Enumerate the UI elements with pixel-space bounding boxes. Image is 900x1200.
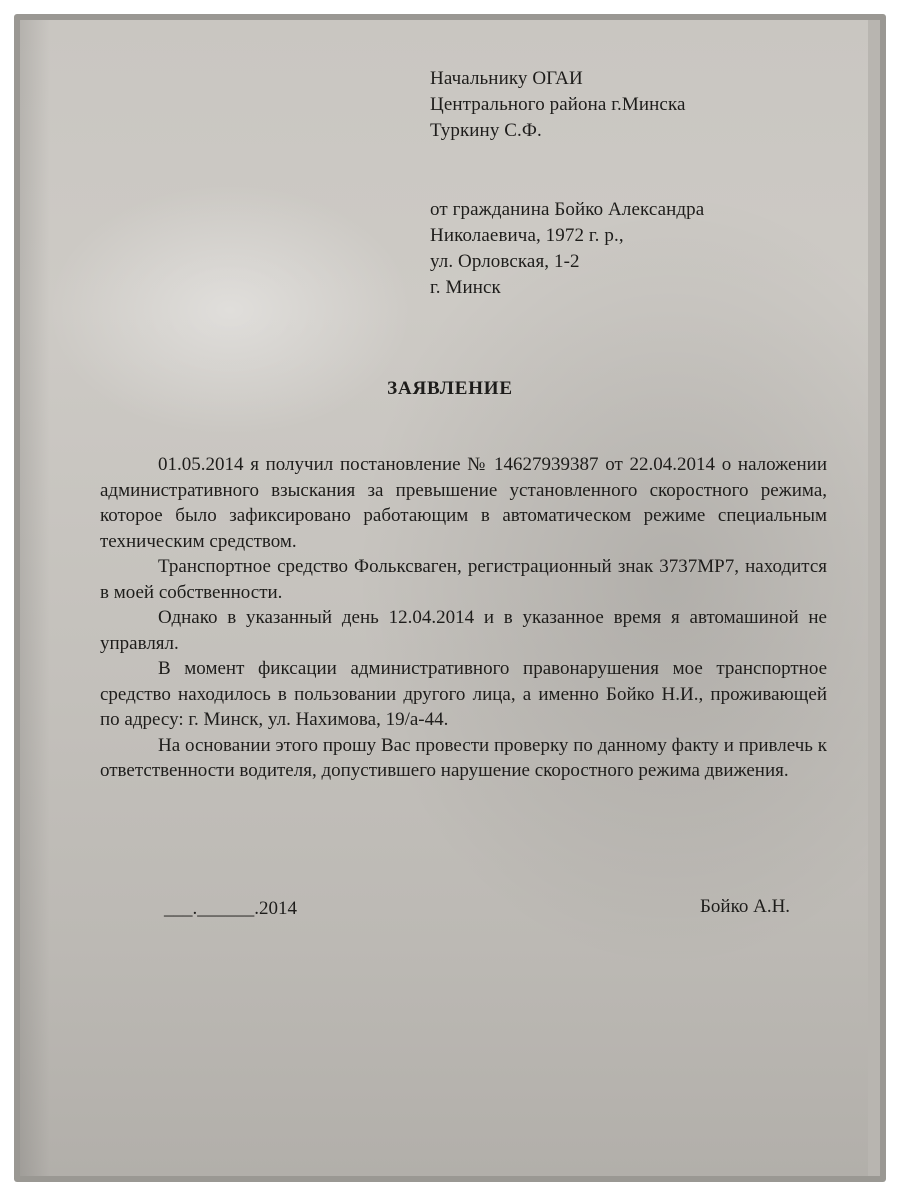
sender-line: Николаевича, 1972 г. р., <box>430 225 624 246</box>
addressee-line: Центрального района г.Минска <box>430 94 686 115</box>
shadow-overlay <box>20 20 50 1176</box>
sender-line: от гражданина Бойко Александра <box>430 199 705 220</box>
addressee-block <box>430 66 810 144</box>
paragraph: Транспортное средство Фольксваген, регистрационный знак 3737МР7, находится в моей собственности. <box>100 556 827 603</box>
addressee-line: Начальнику ОГАИ <box>430 68 583 89</box>
sender-line: ул. Орловская, 1-2 <box>430 251 580 272</box>
paragraph: На основании этого прошу Вас провести проверку по данному факту и привлечь к ответственности водителя, допустившего нарушение скоростного режима движения. <box>100 734 827 781</box>
statement-body <box>100 452 827 784</box>
document-title: ЗАЯВЛЕНИЕ <box>387 378 513 399</box>
document-photo <box>20 20 880 1176</box>
paragraph: 01.05.2014 я получил постановление № 14627939387 от 22.04.2014 о наложении административного взыскания за превышение установленного скоростного режима, которое было зафиксировано работающим в автоматическом режиме специальным техническим средством. <box>100 454 827 552</box>
addressee-line: Туркину С.Ф. <box>430 120 542 141</box>
sender-block <box>430 197 810 301</box>
sheet-edge <box>868 20 880 1176</box>
paragraph: Однако в указанный день 12.04.2014 и в указанное время я автомашиной не управлял. <box>100 607 827 654</box>
paragraph: В момент фиксации административного правонарушения мое транспортное средство находилось в пользовании другого лица, а именно Бойко Н.И., проживающей по адресу: г. Минск, ул. Нахимова, 19/а-44. <box>100 658 827 730</box>
signature-name: Бойко А.Н. <box>700 896 791 917</box>
sender-line: г. Минск <box>430 277 501 298</box>
date-field: ___.______.2014 <box>164 898 297 919</box>
